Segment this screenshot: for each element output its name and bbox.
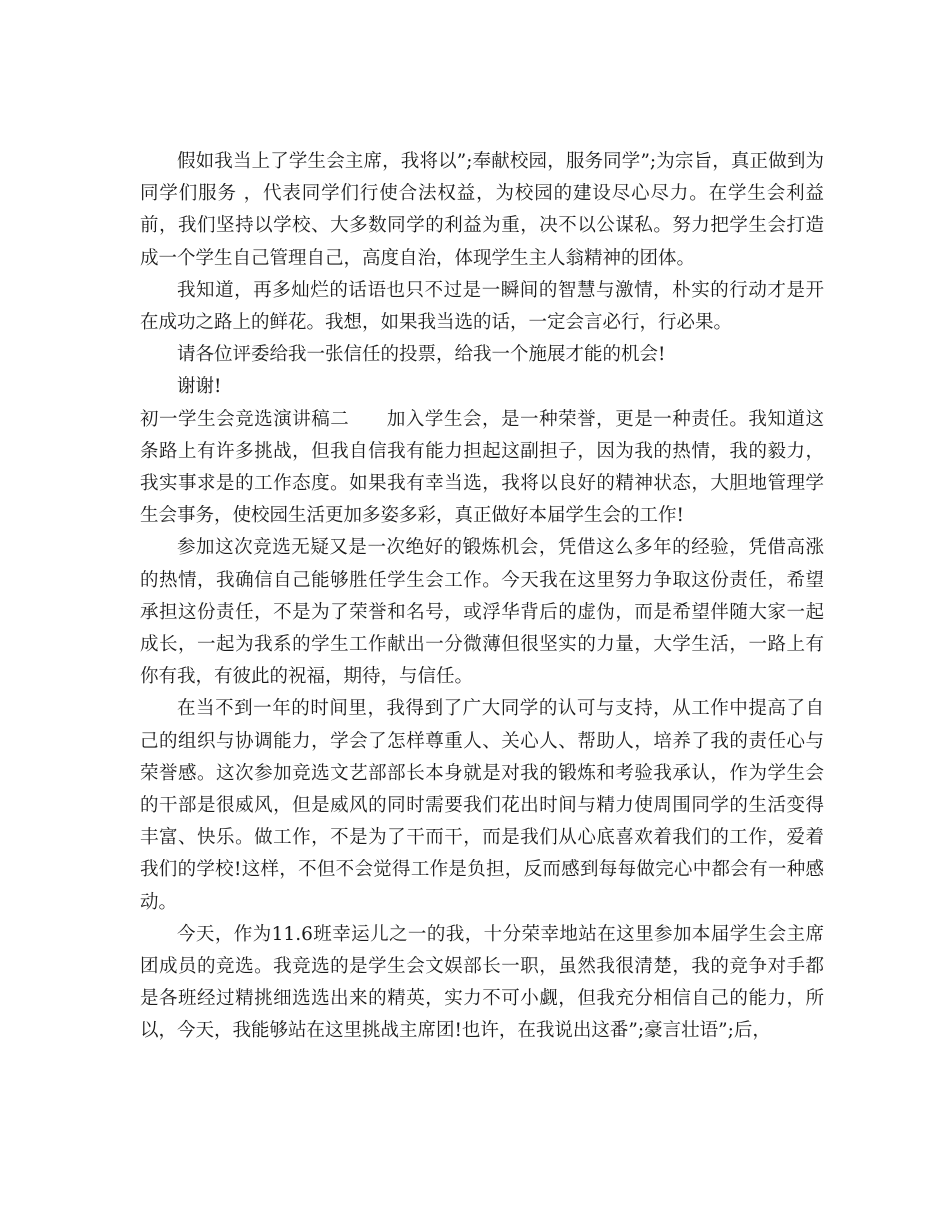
paragraph: 在当不到一年的时间里，我得到了广大同学的认可与支持，从工作中提高了自己的组织与协调能力，学会了怎样尊重人、关心人、帮助人，培养了我的责任心与荣誉感。这次参加竞选文艺部部长本身就是对我的锻炼和考验我承认，作为学生会的干部是很威风，但是威风的同时需要我们花出时间与精力使周围同学的生活变得丰富、快乐。做工作，不是为了干而干，而是我们从心底喜欢着我们的工作，爱着我们的学校!这样，不但不会觉得工作是负担，反而感到每每做完心中都会有一种感动。 [140,698,824,913]
paragraph: 我知道，再多灿烂的话语也只不过是一瞬间的智慧与激情，朴实的行动才是开在成功之路上的鲜花。我想，如果我当选的话，一定会言必行，行必果。 [140,279,824,334]
paragraph-text: 加入学生会，是一种荣誉，更是一种责任。我知道这条路上有许多挑战，但我自信我有能力担起这副担子，因为我的热情，我的毅力，我实事求是的工作态度。如果我有幸当选，我将以良好的精神状态，大胆地管理学生会事务，使校园生活更加多姿多彩，真正做好本届学生会的工作! [140,408,824,527]
document-body [140,146,824,1048]
paragraph: 今天，作为11.6班幸运儿之一的我，十分荣幸地站在这里参加本届学生会主席团成员的竞选。我竞选的是学生会文娱部长一职，虽然我很清楚，我的竞争对手都是各班经过精挑细选选出来的精英，实力不可小觑，但我充分相信自己的能力，所以，今天，我能够站在这里挑战主席团!也许，在我说出这番”;豪言壮语”;后， [140,923,824,1042]
paragraph-with-section-title [140,404,824,533]
section-spacer [349,409,386,430]
paragraph: 谢谢! [177,376,222,398]
paragraph: 请各位评委给我一张信任的投票，给我一个施展才能的机会! [177,344,666,366]
section-title: 初一学生会竞选演讲稿二 [140,408,350,430]
paragraph: 参加这次竞选无疑又是一次绝好的锻炼机会，凭借这么多年的经验，凭借高涨的热情，我确信自己能够胜任学生会工作。今天我在这里努力争取这份责任，希望承担这份责任，不是为了荣誉和名号，或浮华背后的虚伪，而是希望伴随大家一起成长，一起为我系的学生工作献出一分微薄但很坚实的力量，大学生活，一路上有你有我，有彼此的祝福，期待，与信任。 [140,537,824,688]
paragraph: 假如我当上了学生会主席，我将以”;奉献校园，服务同学”;为宗旨，真正做到为同学们服务 ，代表同学们行使合法权益，为校园的建设尽心尽力。在学生会利益前，我们坚持以学校、大多数同学的利益为重，决不以公谋私。努力把学生会打造成一个学生自己管理自己，高度自治，体现学生主人翁精神的团体。 [140,151,824,269]
